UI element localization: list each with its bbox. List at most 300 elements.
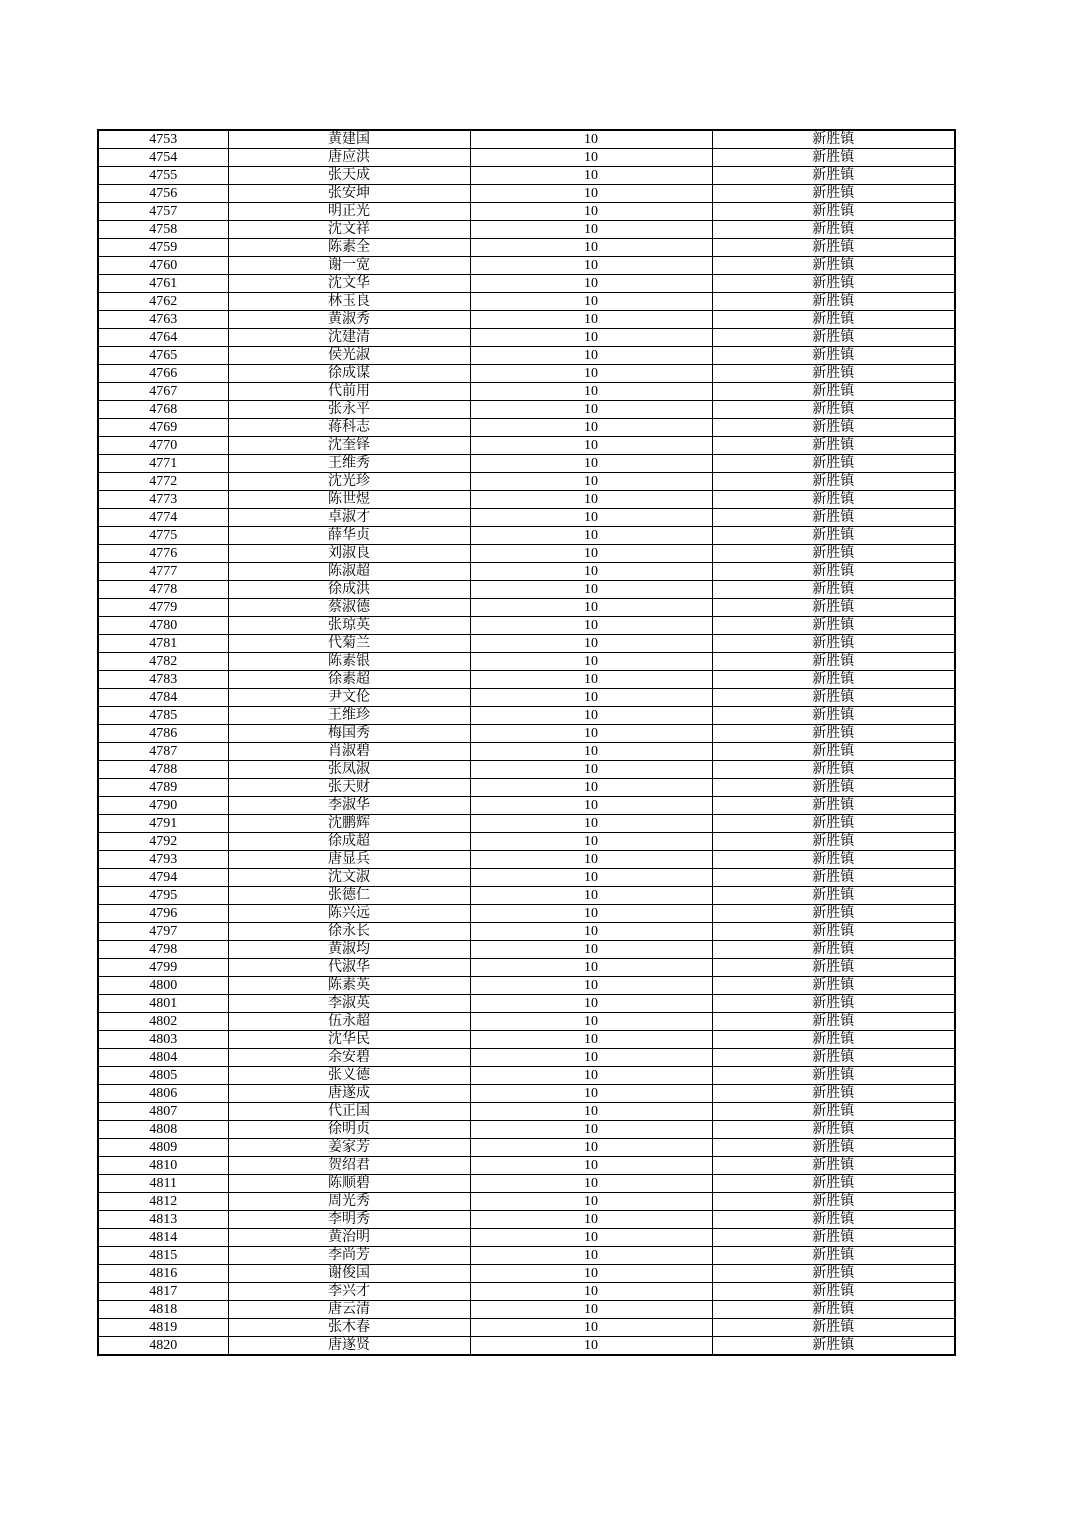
table-row	[98, 725, 955, 743]
town-cell: 新胜镇	[712, 779, 955, 797]
row-number-cell: 4792	[98, 833, 228, 851]
table-row	[98, 329, 955, 347]
town-cell: 新胜镇	[712, 401, 955, 419]
amount-cell: 10	[470, 239, 712, 257]
amount-cell: 10	[470, 599, 712, 617]
name-cell: 代菊兰	[228, 635, 470, 653]
amount-cell: 10	[470, 329, 712, 347]
name-cell: 代前用	[228, 383, 470, 401]
name-cell: 徐成超	[228, 833, 470, 851]
table-row	[98, 383, 955, 401]
table-row	[98, 1139, 955, 1157]
name-cell: 沈光珍	[228, 473, 470, 491]
town-cell: 新胜镇	[712, 689, 955, 707]
town-cell: 新胜镇	[712, 1031, 955, 1049]
amount-cell: 10	[470, 959, 712, 977]
row-number-cell: 4789	[98, 779, 228, 797]
amount-cell: 10	[470, 563, 712, 581]
town-cell: 新胜镇	[712, 1103, 955, 1121]
town-cell: 新胜镇	[712, 743, 955, 761]
table-row	[98, 815, 955, 833]
amount-cell: 10	[470, 779, 712, 797]
amount-cell: 10	[470, 1085, 712, 1103]
name-cell: 徐明贞	[228, 1121, 470, 1139]
town-cell: 新胜镇	[712, 1013, 955, 1031]
table-row	[98, 1301, 955, 1319]
table-row	[98, 581, 955, 599]
table-row	[98, 851, 955, 869]
amount-cell: 10	[470, 203, 712, 221]
table-row	[98, 419, 955, 437]
name-cell: 张德仁	[228, 887, 470, 905]
amount-cell: 10	[470, 1229, 712, 1247]
amount-cell: 10	[470, 761, 712, 779]
name-cell: 代淑华	[228, 959, 470, 977]
row-number-cell: 4800	[98, 977, 228, 995]
name-cell: 沈文淑	[228, 869, 470, 887]
name-cell: 唐遂成	[228, 1085, 470, 1103]
town-cell: 新胜镇	[712, 167, 955, 185]
amount-cell: 10	[470, 581, 712, 599]
table-row	[98, 545, 955, 563]
amount-cell: 10	[470, 671, 712, 689]
name-cell: 谢俊国	[228, 1265, 470, 1283]
amount-cell: 10	[470, 257, 712, 275]
row-number-cell: 4757	[98, 203, 228, 221]
name-cell: 唐遂贤	[228, 1337, 470, 1356]
town-cell: 新胜镇	[712, 1301, 955, 1319]
town-cell: 新胜镇	[712, 1067, 955, 1085]
table-row	[98, 491, 955, 509]
table-row	[98, 671, 955, 689]
town-cell: 新胜镇	[712, 815, 955, 833]
town-cell: 新胜镇	[712, 995, 955, 1013]
table-row	[98, 995, 955, 1013]
town-cell: 新胜镇	[712, 473, 955, 491]
amount-cell: 10	[470, 401, 712, 419]
amount-cell: 10	[470, 383, 712, 401]
name-cell: 张凤淑	[228, 761, 470, 779]
table-row	[98, 761, 955, 779]
amount-cell: 10	[470, 1265, 712, 1283]
amount-cell: 10	[470, 905, 712, 923]
name-cell: 张琼英	[228, 617, 470, 635]
table-row	[98, 617, 955, 635]
row-number-cell: 4808	[98, 1121, 228, 1139]
row-number-cell: 4810	[98, 1157, 228, 1175]
amount-cell: 10	[470, 437, 712, 455]
town-cell: 新胜镇	[712, 1247, 955, 1265]
row-number-cell: 4753	[98, 130, 228, 149]
town-cell: 新胜镇	[712, 905, 955, 923]
amount-cell: 10	[470, 653, 712, 671]
table-row	[98, 1319, 955, 1337]
name-cell: 陈顺碧	[228, 1175, 470, 1193]
name-cell: 李淑华	[228, 797, 470, 815]
name-cell: 徐成洪	[228, 581, 470, 599]
table-row	[98, 347, 955, 365]
name-cell: 沈奎铎	[228, 437, 470, 455]
table-row	[98, 599, 955, 617]
amount-cell: 10	[470, 815, 712, 833]
town-cell: 新胜镇	[712, 545, 955, 563]
name-cell: 谢一宽	[228, 257, 470, 275]
town-cell: 新胜镇	[712, 149, 955, 167]
amount-cell: 10	[470, 473, 712, 491]
town-cell: 新胜镇	[712, 851, 955, 869]
table-row	[98, 185, 955, 203]
table-row	[98, 221, 955, 239]
town-cell: 新胜镇	[712, 761, 955, 779]
amount-cell: 10	[470, 455, 712, 473]
amount-cell: 10	[470, 797, 712, 815]
row-number-cell: 4782	[98, 653, 228, 671]
town-cell: 新胜镇	[712, 977, 955, 995]
name-cell: 贺绍君	[228, 1157, 470, 1175]
amount-cell: 10	[470, 1319, 712, 1337]
town-cell: 新胜镇	[712, 293, 955, 311]
row-number-cell: 4803	[98, 1031, 228, 1049]
row-number-cell: 4758	[98, 221, 228, 239]
town-cell: 新胜镇	[712, 1121, 955, 1139]
name-cell: 沈华民	[228, 1031, 470, 1049]
name-cell: 沈建清	[228, 329, 470, 347]
table-row	[98, 1085, 955, 1103]
row-number-cell: 4790	[98, 797, 228, 815]
row-number-cell: 4793	[98, 851, 228, 869]
row-number-cell: 4777	[98, 563, 228, 581]
table-row	[98, 437, 955, 455]
amount-cell: 10	[470, 1067, 712, 1085]
row-number-cell: 4756	[98, 185, 228, 203]
table-row	[98, 905, 955, 923]
name-cell: 沈文华	[228, 275, 470, 293]
town-cell: 新胜镇	[712, 887, 955, 905]
amount-cell: 10	[470, 1031, 712, 1049]
name-cell: 肖淑碧	[228, 743, 470, 761]
row-number-cell: 4755	[98, 167, 228, 185]
row-number-cell: 4772	[98, 473, 228, 491]
town-cell: 新胜镇	[712, 239, 955, 257]
row-number-cell: 4783	[98, 671, 228, 689]
town-cell: 新胜镇	[712, 599, 955, 617]
table-row	[98, 977, 955, 995]
town-cell: 新胜镇	[712, 311, 955, 329]
name-cell: 张义德	[228, 1067, 470, 1085]
town-cell: 新胜镇	[712, 617, 955, 635]
table-row	[98, 1337, 955, 1356]
amount-cell: 10	[470, 491, 712, 509]
town-cell: 新胜镇	[712, 725, 955, 743]
table-row	[98, 797, 955, 815]
town-cell: 新胜镇	[712, 1193, 955, 1211]
amount-cell: 10	[470, 185, 712, 203]
name-cell: 姜家芳	[228, 1139, 470, 1157]
town-cell: 新胜镇	[712, 959, 955, 977]
name-cell: 李淑英	[228, 995, 470, 1013]
row-number-cell: 4807	[98, 1103, 228, 1121]
table-row	[98, 1049, 955, 1067]
row-number-cell: 4784	[98, 689, 228, 707]
amount-cell: 10	[470, 995, 712, 1013]
amount-cell: 10	[470, 347, 712, 365]
row-number-cell: 4794	[98, 869, 228, 887]
table-row	[98, 653, 955, 671]
amount-cell: 10	[470, 1049, 712, 1067]
table-row	[98, 149, 955, 167]
name-cell: 陈淑超	[228, 563, 470, 581]
row-number-cell: 4770	[98, 437, 228, 455]
town-cell: 新胜镇	[712, 581, 955, 599]
row-number-cell: 4796	[98, 905, 228, 923]
table-row	[98, 130, 955, 149]
table-row	[98, 1067, 955, 1085]
row-number-cell: 4766	[98, 365, 228, 383]
name-cell: 蒋科志	[228, 419, 470, 437]
table-row	[98, 1211, 955, 1229]
amount-cell: 10	[470, 707, 712, 725]
name-cell: 黄治明	[228, 1229, 470, 1247]
row-number-cell: 4797	[98, 923, 228, 941]
row-number-cell: 4809	[98, 1139, 228, 1157]
table-row	[98, 1247, 955, 1265]
town-cell: 新胜镇	[712, 185, 955, 203]
name-cell: 王维珍	[228, 707, 470, 725]
town-cell: 新胜镇	[712, 833, 955, 851]
name-cell: 李尚芳	[228, 1247, 470, 1265]
row-number-cell: 4814	[98, 1229, 228, 1247]
table-row	[98, 941, 955, 959]
row-number-cell: 4799	[98, 959, 228, 977]
row-number-cell: 4795	[98, 887, 228, 905]
table-row	[98, 1193, 955, 1211]
table-row	[98, 1265, 955, 1283]
amount-cell: 10	[470, 545, 712, 563]
row-number-cell: 4768	[98, 401, 228, 419]
amount-cell: 10	[470, 1247, 712, 1265]
amount-cell: 10	[470, 275, 712, 293]
row-number-cell: 4816	[98, 1265, 228, 1283]
table-row	[98, 869, 955, 887]
row-number-cell: 4805	[98, 1067, 228, 1085]
name-cell: 张天财	[228, 779, 470, 797]
row-number-cell: 4802	[98, 1013, 228, 1031]
table-row	[98, 635, 955, 653]
town-cell: 新胜镇	[712, 1229, 955, 1247]
town-cell: 新胜镇	[712, 707, 955, 725]
amount-cell: 10	[470, 869, 712, 887]
name-cell: 李兴才	[228, 1283, 470, 1301]
name-cell: 张天成	[228, 167, 470, 185]
row-number-cell: 4764	[98, 329, 228, 347]
town-cell: 新胜镇	[712, 653, 955, 671]
row-number-cell: 4780	[98, 617, 228, 635]
row-number-cell: 4781	[98, 635, 228, 653]
amount-cell: 10	[470, 941, 712, 959]
table-row	[98, 1283, 955, 1301]
town-cell: 新胜镇	[712, 383, 955, 401]
amount-cell: 10	[470, 635, 712, 653]
amount-cell: 10	[470, 1157, 712, 1175]
row-number-cell: 4806	[98, 1085, 228, 1103]
table-row	[98, 1229, 955, 1247]
row-number-cell: 4776	[98, 545, 228, 563]
town-cell: 新胜镇	[712, 1337, 955, 1356]
amount-cell: 10	[470, 1283, 712, 1301]
amount-cell: 10	[470, 1193, 712, 1211]
name-cell: 陈素英	[228, 977, 470, 995]
row-number-cell: 4798	[98, 941, 228, 959]
town-cell: 新胜镇	[712, 203, 955, 221]
amount-cell: 10	[470, 887, 712, 905]
row-number-cell: 4813	[98, 1211, 228, 1229]
amount-cell: 10	[470, 1301, 712, 1319]
row-number-cell: 4760	[98, 257, 228, 275]
row-number-cell: 4769	[98, 419, 228, 437]
amount-cell: 10	[470, 130, 712, 149]
table-row	[98, 707, 955, 725]
town-cell: 新胜镇	[712, 1319, 955, 1337]
table-row	[98, 167, 955, 185]
table-row	[98, 401, 955, 419]
table-row	[98, 275, 955, 293]
town-cell: 新胜镇	[712, 563, 955, 581]
name-cell: 陈世煜	[228, 491, 470, 509]
row-number-cell: 4763	[98, 311, 228, 329]
row-number-cell: 4767	[98, 383, 228, 401]
town-cell: 新胜镇	[712, 797, 955, 815]
row-number-cell: 4765	[98, 347, 228, 365]
town-cell: 新胜镇	[712, 1265, 955, 1283]
table-row	[98, 473, 955, 491]
amount-cell: 10	[470, 509, 712, 527]
name-cell: 唐显兵	[228, 851, 470, 869]
data-table	[97, 129, 956, 1356]
name-cell: 黄淑均	[228, 941, 470, 959]
name-cell: 陈兴远	[228, 905, 470, 923]
town-cell: 新胜镇	[712, 257, 955, 275]
table-row	[98, 1031, 955, 1049]
amount-cell: 10	[470, 851, 712, 869]
town-cell: 新胜镇	[712, 365, 955, 383]
row-number-cell: 4771	[98, 455, 228, 473]
name-cell: 代正国	[228, 1103, 470, 1121]
table-row	[98, 365, 955, 383]
town-cell: 新胜镇	[712, 329, 955, 347]
table-row	[98, 257, 955, 275]
row-number-cell: 4785	[98, 707, 228, 725]
table-row	[98, 203, 955, 221]
name-cell: 尹文伦	[228, 689, 470, 707]
row-number-cell: 4779	[98, 599, 228, 617]
row-number-cell: 4759	[98, 239, 228, 257]
town-cell: 新胜镇	[712, 275, 955, 293]
name-cell: 周光秀	[228, 1193, 470, 1211]
town-cell: 新胜镇	[712, 671, 955, 689]
town-cell: 新胜镇	[712, 1157, 955, 1175]
name-cell: 王维秀	[228, 455, 470, 473]
name-cell: 张安坤	[228, 185, 470, 203]
name-cell: 沈鹏辉	[228, 815, 470, 833]
row-number-cell: 4804	[98, 1049, 228, 1067]
name-cell: 余安碧	[228, 1049, 470, 1067]
row-number-cell: 4819	[98, 1319, 228, 1337]
row-number-cell: 4773	[98, 491, 228, 509]
name-cell: 蔡淑德	[228, 599, 470, 617]
name-cell: 唐云清	[228, 1301, 470, 1319]
town-cell: 新胜镇	[712, 347, 955, 365]
row-number-cell: 4786	[98, 725, 228, 743]
amount-cell: 10	[470, 743, 712, 761]
table-row	[98, 455, 955, 473]
amount-cell: 10	[470, 527, 712, 545]
town-cell: 新胜镇	[712, 455, 955, 473]
town-cell: 新胜镇	[712, 923, 955, 941]
amount-cell: 10	[470, 167, 712, 185]
name-cell: 张永平	[228, 401, 470, 419]
row-number-cell: 4754	[98, 149, 228, 167]
town-cell: 新胜镇	[712, 941, 955, 959]
town-cell: 新胜镇	[712, 1085, 955, 1103]
town-cell: 新胜镇	[712, 635, 955, 653]
amount-cell: 10	[470, 293, 712, 311]
table-row	[98, 923, 955, 941]
row-number-cell: 4787	[98, 743, 228, 761]
town-cell: 新胜镇	[712, 527, 955, 545]
town-cell: 新胜镇	[712, 221, 955, 239]
table-row	[98, 1103, 955, 1121]
row-number-cell: 4817	[98, 1283, 228, 1301]
town-cell: 新胜镇	[712, 509, 955, 527]
table-row	[98, 1157, 955, 1175]
name-cell: 徐素超	[228, 671, 470, 689]
amount-cell: 10	[470, 977, 712, 995]
row-number-cell: 4762	[98, 293, 228, 311]
name-cell: 黄建国	[228, 130, 470, 149]
row-number-cell: 4820	[98, 1337, 228, 1356]
name-cell: 徐永长	[228, 923, 470, 941]
name-cell: 伍永超	[228, 1013, 470, 1031]
town-cell: 新胜镇	[712, 130, 955, 149]
row-number-cell: 4775	[98, 527, 228, 545]
row-number-cell: 4818	[98, 1301, 228, 1319]
row-number-cell: 4811	[98, 1175, 228, 1193]
town-cell: 新胜镇	[712, 491, 955, 509]
name-cell: 林玉良	[228, 293, 470, 311]
name-cell: 沈文祥	[228, 221, 470, 239]
amount-cell: 10	[470, 1337, 712, 1356]
table-row	[98, 1013, 955, 1031]
table-row	[98, 293, 955, 311]
name-cell: 唐应洪	[228, 149, 470, 167]
amount-cell: 10	[470, 311, 712, 329]
name-cell: 徐成谋	[228, 365, 470, 383]
town-cell: 新胜镇	[712, 1211, 955, 1229]
amount-cell: 10	[470, 617, 712, 635]
table-row	[98, 689, 955, 707]
amount-cell: 10	[470, 221, 712, 239]
row-number-cell: 4788	[98, 761, 228, 779]
name-cell: 侯光淑	[228, 347, 470, 365]
row-number-cell: 4774	[98, 509, 228, 527]
row-number-cell: 4778	[98, 581, 228, 599]
town-cell: 新胜镇	[712, 869, 955, 887]
town-cell: 新胜镇	[712, 1175, 955, 1193]
amount-cell: 10	[470, 833, 712, 851]
amount-cell: 10	[470, 365, 712, 383]
town-cell: 新胜镇	[712, 419, 955, 437]
town-cell: 新胜镇	[712, 437, 955, 455]
